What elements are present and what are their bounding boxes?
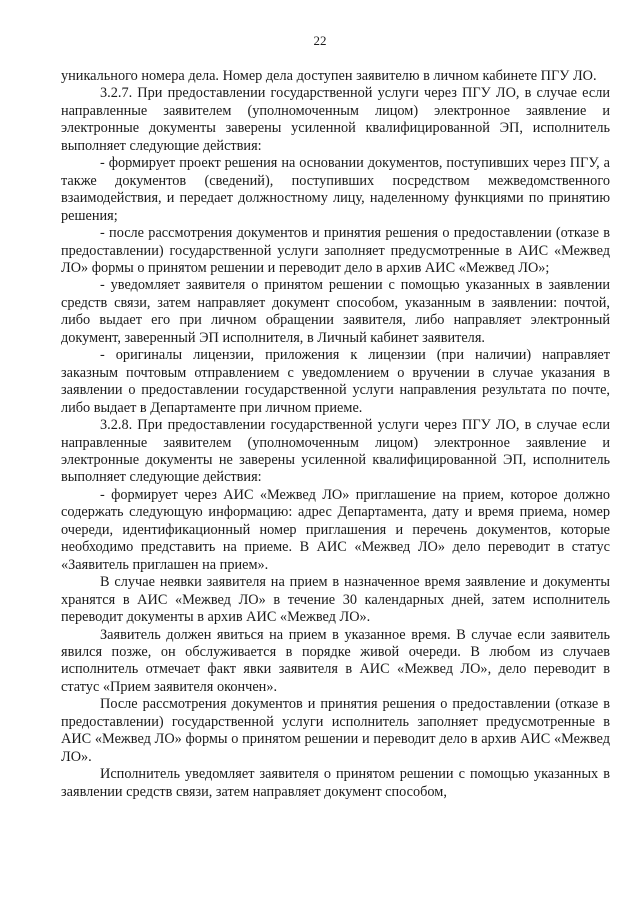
list-item-fill-forms-archive: - после рассмотрения документов и принятия решения о предоставлении (отказе в предоставлении) государственной услуги заполняет предусмотренные в АИС «Межвед ЛО» формы о принятом решении и переводит дело в архив АИС «Межвед ЛО»; [61, 225, 610, 276]
paragraph-arrival: Заявитель должен явиться на прием в указанное время. В случае если заявитель явился позже, он обслуживается в порядке живой очереди. В любом из случаев исполнитель отмечает факт явки заявителя в АИС «Межвед ЛО», дело переводит в статус «Прием заявителя окончен». [61, 626, 610, 695]
paragraph-3-2-7: 3.2.7. При предоставлении государственной услуги через ПГУ ЛО, в случае если направленные заявителем (уполномоченным лицом) электронное заявление и электронные документы заверены усиленной квалифицированной ЭП, исполнитель выполняет следующие действия: [61, 85, 610, 154]
page-number: 22 [313, 33, 327, 48]
paragraph-3-2-8: 3.2.8. При предоставлении государственной услуги через ПГУ ЛО, в случае если направленные заявителем (уполномоченным лицом) электронное заявление и электронные документы не заверены усиленной квалифицированной ЭП, исполнитель выполняет следующие действия: [61, 417, 610, 486]
document-body [61, 68, 610, 801]
paragraph-no-show: В случае неявки заявителя на прием в назначенное время заявление и документы хранятся в АИС «Межвед ЛО» в течение 30 календарных дней, затем исполнитель переводит документы в архив АИС «Межвед ЛО». [61, 574, 610, 626]
list-item-form-draft-decision: - формирует проект решения на основании документов, поступивших через ПГУ, а также документов (сведений), поступивших посредством межведомственного взаимодействия, и передает должностному лицу, наделенному функциями по принятию решения; [61, 155, 610, 224]
paragraph-continuation: уникального номера дела. Номер дела доступен заявителю в личном кабинете ПГУ ЛО. [61, 68, 597, 84]
paragraph-after-review: После рассмотрения документов и принятия решения о предоставлении (отказе в предоставлении) государственной услуги исполнитель заполняет предусмотренные в АИС «Межвед ЛО» формы о принятом решении и переводит дело в архив АИС «Межвед ЛО». [61, 696, 610, 765]
paragraph-notify: Исполнитель уведомляет заявителя о принятом решении с помощью указанных в заявлении средств связи, затем направляет документ способом, [61, 766, 610, 800]
list-item-send-originals: - оригиналы лицензии, приложения к лицензии (при наличии) направляет заказным почтовым отправлением с уведомлением о вручении в случае указания в заявлении о предоставлении государственной услуги направления результата по почте, либо выдает в Департаменте при личном приеме. [61, 347, 610, 416]
list-item-notify-applicant: - уведомляет заявителя о принятом решении с помощью указанных в заявлении средств связи, затем направляет документ способом, указанным в заявлении: почтой, либо выдает его при личном обращении заявителя, либо направляет электронный документ, заверенный ЭП исполнителя, в Личный кабинет заявителя. [61, 277, 610, 346]
list-item-form-invitation: - формирует через АИС «Межвед ЛО» приглашение на прием, которое должно содержать следующую информацию: адрес Департамента, дату и время приема, номер очереди, идентификационный номер приглашения и перечень документов, которые необходимо представить на приеме. В АИС «Межвед ЛО» дело переводит в статус «Заявитель приглашен на прием». [61, 486, 610, 573]
